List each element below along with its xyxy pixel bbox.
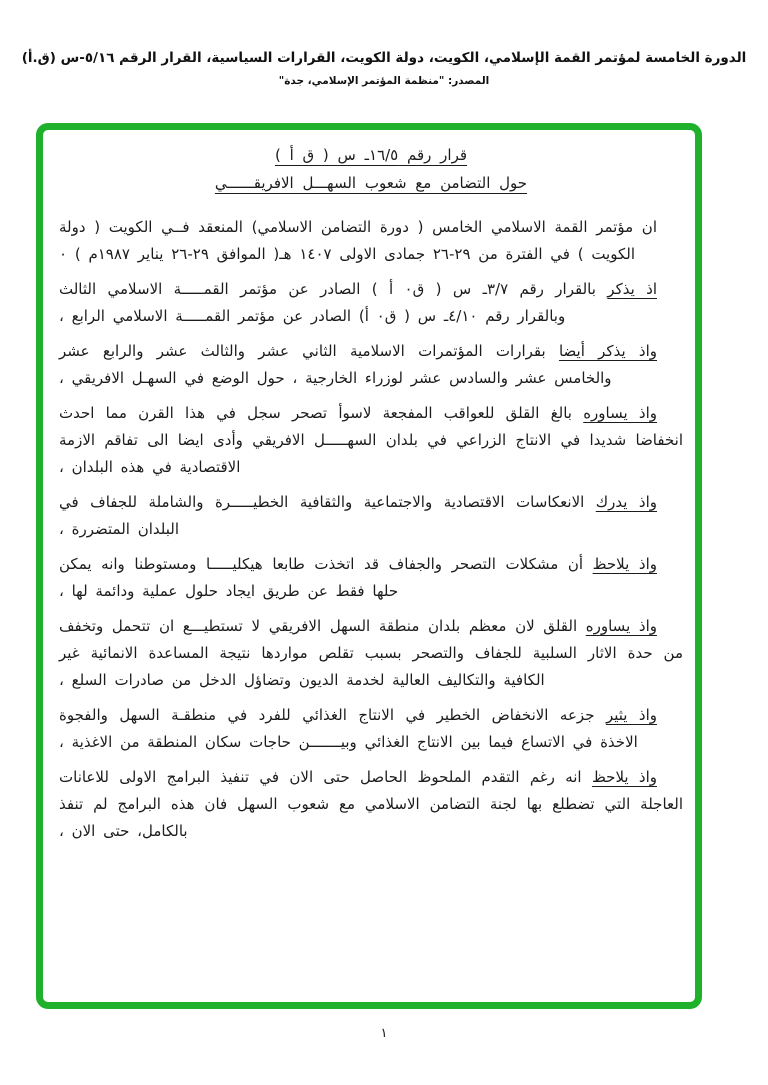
resolution-subject-title: حول التضامن مع شعوب السهـــل الافريقــــــي	[214, 174, 528, 192]
paragraph-text: بقرارات المؤتمرات الاسلامية الثاني عشر والثالث عشر والرابع عشر والخامس عشر والسادس عشر لوزراء الخارجية ، حول الوضع في السهـل الافريقي ،	[59, 342, 612, 387]
header-source-line: المصدر: "منظمة المؤتمر الإسلامي، جدة"	[278, 75, 490, 87]
paragraph-text: جزعه الانخفاض الخطير في الانتاج الغذائي للفرد في منطقـة السهل والفجوة الاخذة في الاتساع فيما بين الانتاج الغذائي وبيـــــــن حاجات سكان المنطقة من الاغذية ،	[59, 706, 638, 751]
paragraph-lead: اذ يذكر	[607, 280, 657, 298]
paragraph-lead: واذ يلاحظ	[592, 555, 658, 573]
paragraph-text: ان مؤتمر القمة الاسلامي الخامس ( دورة التضامن الاسلامي) المنعقد فــي الكويت ( دولة الكويت ) في الفترة من ٢٦‎-‎٢٩ جمادى الاولى ١٤٠٧ هـ( الموافق ٢٦‎-‎٢٩ يناير ١٩٨٧م ) ٠	[59, 218, 657, 263]
resolution-number-title: قرار رقم ١٦/٥ـ س ( ق أ )	[274, 146, 468, 164]
paragraph-noting-progress	[59, 764, 683, 845]
paragraph-deep-concern	[59, 400, 683, 481]
paragraph-alarmed	[59, 702, 683, 756]
paragraph-text: بالغ القلق للعواقب المفجعة لاسوأ تصحر سجل في هذا القرن مما احدث انخفاضا شديدا في الانتاج الزراعي في بلدان السهـــــل الافريقي وأدى ايضا الى تفاقم الازمة الاقتصادية في هذه البلدان ،	[59, 404, 683, 476]
paragraph-lead: واذ يثير	[605, 706, 657, 724]
header-title: الدورة الخامسة لمؤتمر القمة الإسلامي، الكويت، دولة الكويت، القرارات السياسية، القرار الرقم ٥/١٦-س (ق.أ)	[21, 50, 747, 66]
paragraph-text: أن مشكلات التصحر والجفاف قد اتخذت طابعا هيكليـــــا ومستوطنا وانه يمكن حلها فقط عن طريق ايجاد حلول عملية ودائمة لها ،	[59, 555, 593, 600]
paragraph-lead: واذ يذكر أيضا	[558, 342, 657, 360]
paragraph-aware	[59, 489, 683, 543]
document-header	[0, 0, 768, 87]
paragraph-lead: واذ يدرك	[595, 493, 657, 511]
resolution-green-box	[36, 123, 702, 1009]
paragraph-preamble	[59, 214, 683, 268]
paragraph-noting	[59, 551, 683, 605]
paragraph-text: انه رغم التقدم الملحوظ الحاصل حتى الان في تنفيذ البرامج الاولى للاعانات العاجلة التي تضطلع بها لجنة التضامن الاسلامي مع شعوب السهل فان هذه البرامج لم تنفذ بالكامل، حتى الان ،	[59, 768, 683, 840]
paragraph-text: الانعكاسات الاقتصادية والاجتماعية والثقافية الخطيـــــرة والشاملة للجفاف في البلدان المتضررة ،	[59, 493, 596, 538]
page-number: ١	[380, 1026, 388, 1041]
paragraph-recalling-also	[59, 338, 683, 392]
paragraph-lead: واذ يساوره	[585, 617, 657, 635]
paragraph-text: بالقرار رقم ٣/٧ـ س ( ق٠ أ ) الصادر عن مؤتمر القمـــــة الاسلامي الثالث وبالقرار رقم ٤/١٠ـ س ( ق٠ أ) الصادر عن مؤتمر القمـــــة الاسلامي الرابع ،	[59, 280, 608, 325]
paragraph-recalling	[59, 276, 683, 330]
paragraph-lead: واذ يلاحظ	[591, 768, 657, 786]
paragraph-lead: واذ يساوره	[583, 404, 657, 422]
paragraph-concerned	[59, 613, 683, 694]
paragraph-text: القلق لان معظم بلدان منطقة السهل الافريقي لا تستطيـــع ان تتحمل وتخفف من حدة الاثار السلبية للجفاف والتصحر بسبب تقلص مواردها نتيجة المساعدة الانمائية غير الكافية والتكاليف العالية لخدمة الديون وتضاؤل الدخل من صادرات السلع ،	[59, 617, 683, 689]
